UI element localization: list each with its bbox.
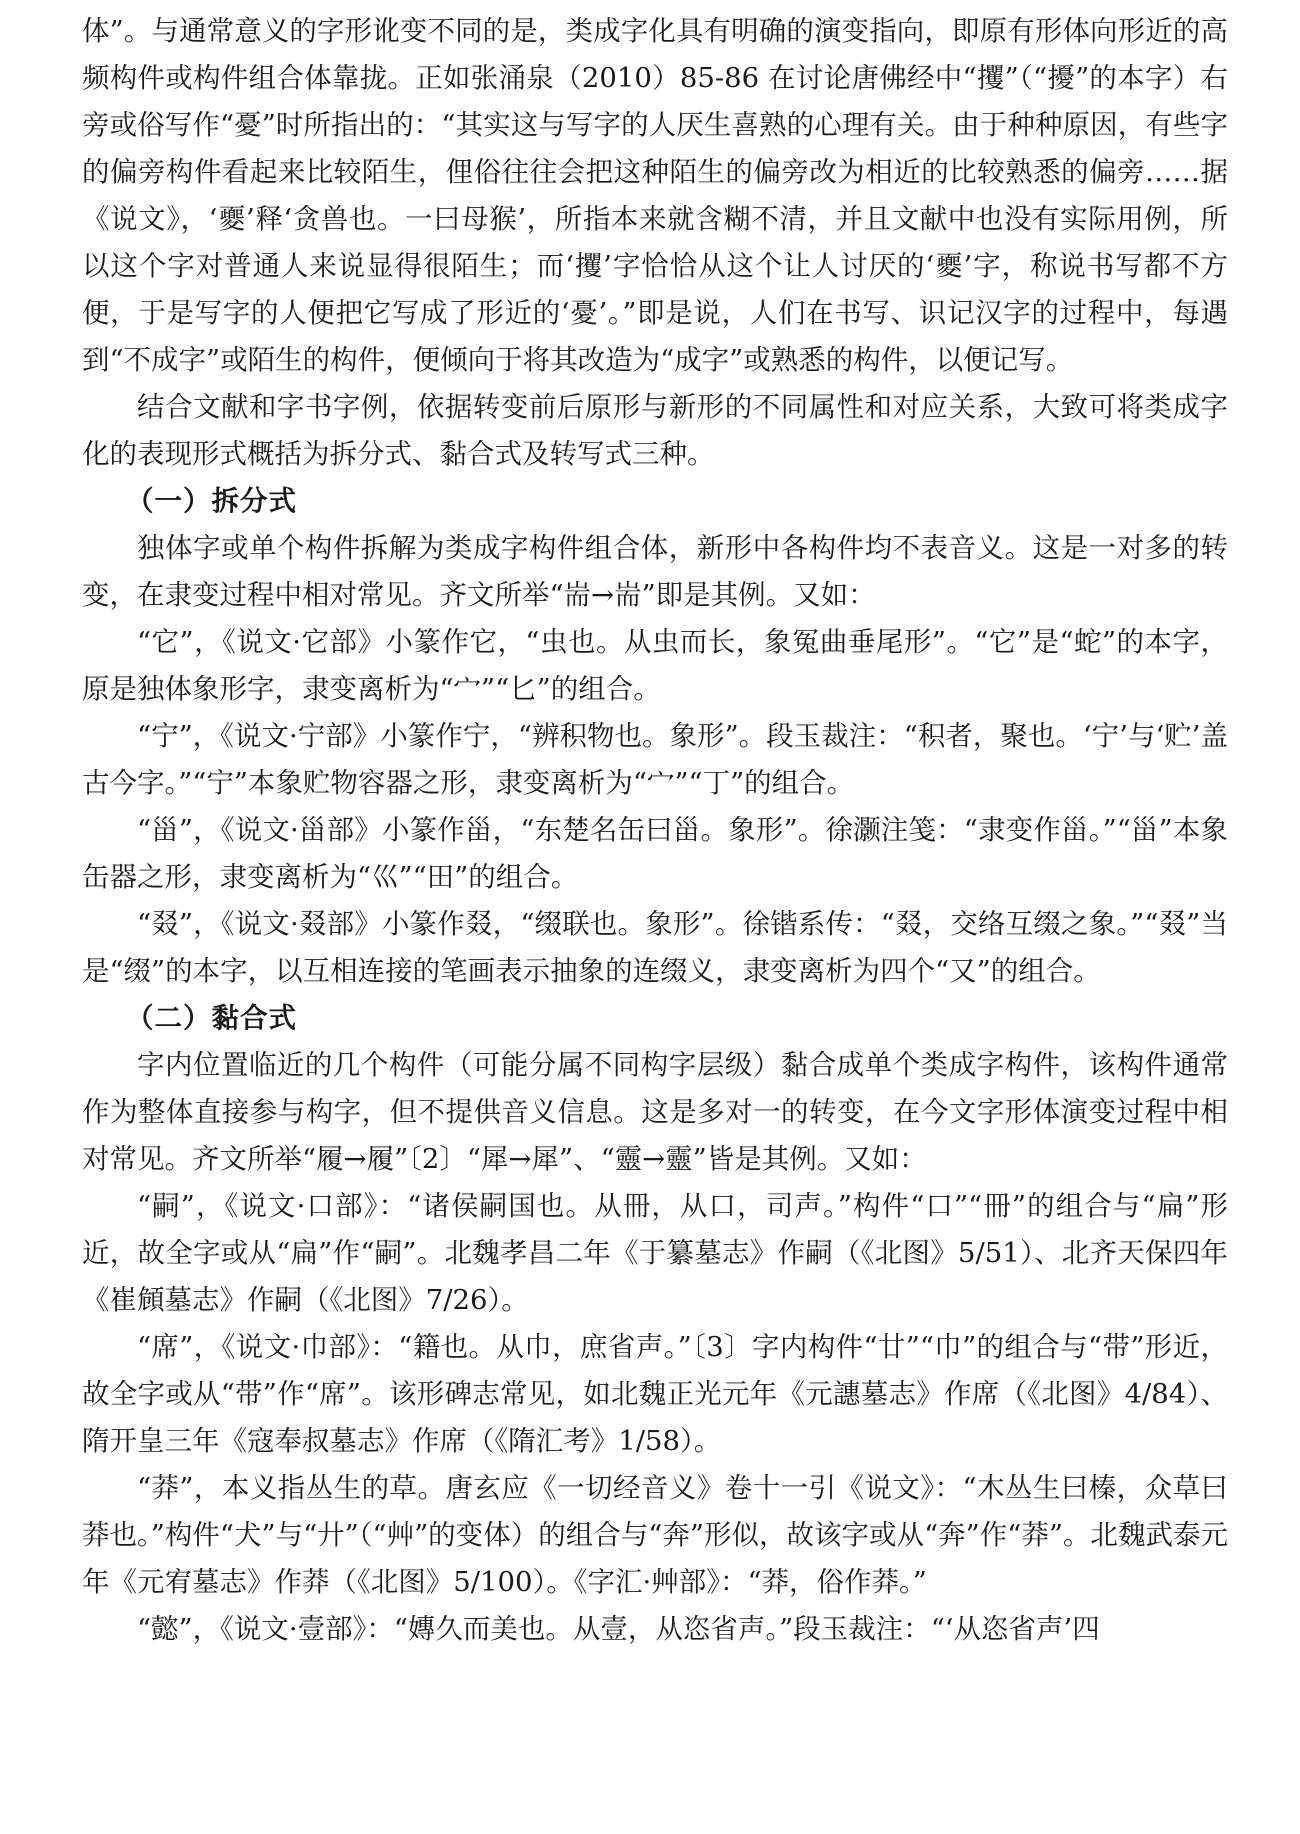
- paragraph-example-xi: “席”，《说文·巾部》：“籍也。从巾，庶省声。”〔3〕字内构件“廿”“巾”的组合与“带”形近，故全字或从“带”作“席”。该形碑志常见，如北魏正光元年《元譓墓志》作席（《北图》4/84）、隋开皇三年《寇奉叔墓志》作席（《隋汇考》1/58）。: [82, 1331, 1228, 1457]
- paragraph-example-si: “嗣”，《说文·口部》：“诸侯嗣国也。从冊，从口，司声。”构件“口”“冊”的组合与“扁”形近，故全字或从“扁”作“嗣”。北魏孝昌二年《于纂墓志》作嗣（《北图》5/51）、北齐天保四年《崔頠墓志》作嗣（《北图》7/26）。: [82, 1190, 1228, 1316]
- paragraph-split-intro: 独体字或单个构件拆解为类成字构件组合体，新形中各构件均不表音义。这是一对多的转变，在隶变过程中相对常见。齐文所举“耑→耑”即是其例。又如：: [82, 532, 1228, 611]
- document-page: [82, 8, 1228, 1653]
- paragraph-example-zhuo: “叕”，《说文·叕部》小篆作叕，“缀联也。象形”。徐锴系传：“叕，交络互缀之象。”“叕”当是“缀”的本字，以互相连接的笔画表示抽象的连缀义，隶变离析为四个“又”的组合。: [82, 908, 1228, 987]
- paragraph-example-mang: “莽”，本义指丛生的草。唐玄应《一切经音义》卷十一引《说文》：“木丛生曰榛，众草曰莽也。”构件“犬”与“廾”（“艸”的变体）的组合与“奔”形似，故该字或从“奔”作“莽”。北魏武泰元年《元宥墓志》作莽（《北图》5/100）。《字汇·艸部》：“莽，俗作莽。”: [82, 1472, 1228, 1598]
- section-heading-merge: （二）黏合式: [126, 1002, 297, 1034]
- paragraph-continuation: 体”。与通常意义的字形讹变不同的是，类成字化具有明确的演变指向，即原有形体向形近的高频构件或构件组合体靠拢。正如张涌泉（2010）85-86 在讨论唐佛经中“攫”（“擾”的本字）右旁或俗写作“憂”时所指出的：“其实这与写字的人厌生喜熟的心理有关。由于种种原因，有些字的偏旁构件看起来比较陌生，俚俗往往会把这种陌生的偏旁改为相近的比较熟悉的偏旁……据《说文》，‘夒’释‘贪兽也。一曰母猴’，所指本来就含糊不清，并且文献中也没有实际用例，所以这个字对普通人来说显得很陌生；而‘攫’字恰恰从这个让人讨厌的‘夒’字，称说书写都不方便，于是写字的人便把它写成了形近的‘憂’。”即是说，人们在书写、识记汉字的过程中，每遇到“不成字”或陌生的构件，便倾向于将其改造为“成字”或熟悉的构件，以便记写。: [82, 15, 1228, 376]
- paragraph-example-zhu: “宁”，《说文·宁部》小篆作宁，“辨积物也。象形”。段玉裁注：“积者，聚也。‘宁’与‘贮’盖古今字。”“宁”本象贮物容器之形，隶变离析为“宀”“丁”的组合。: [82, 720, 1228, 799]
- section-heading-split: （一）拆分式: [126, 485, 297, 517]
- paragraph-summary: 结合文献和字书字例，依据转变前后原形与新形的不同属性和对应关系，大致可将类成字化的表现形式概括为拆分式、黏合式及转写式三种。: [82, 391, 1228, 470]
- paragraph-example-zi: “甾”，《说文·甾部》小篆作甾，“东楚名缶曰甾。象形”。徐灏注笺：“隶变作甾。”“甾”本象缶器之形，隶变离析为“巛”“田”的组合。: [82, 814, 1228, 893]
- paragraph-example-ta: “它”，《说文·它部》小篆作它，“虫也。从虫而长，象冤曲垂尾形”。“它”是“蛇”的本字，原是独体象形字，隶变离析为“宀”“匕”的组合。: [82, 626, 1228, 705]
- paragraph-example-yi: “懿”，《说文·壹部》：“嫥久而美也。从壹，从恣省声。”段玉裁注：“‘从恣省声’四: [137, 1613, 1100, 1645]
- paragraph-merge-intro: 字内位置临近的几个构件（可能分属不同构字层级）黏合成单个类成字构件，该构件通常作为整体直接参与构字，但不提供音义信息。这是多对一的转变，在今文字形体演变过程中相对常见。齐文所举“履→履”〔2〕“犀→犀”、“靈→靈”皆是其例。又如：: [82, 1049, 1228, 1175]
